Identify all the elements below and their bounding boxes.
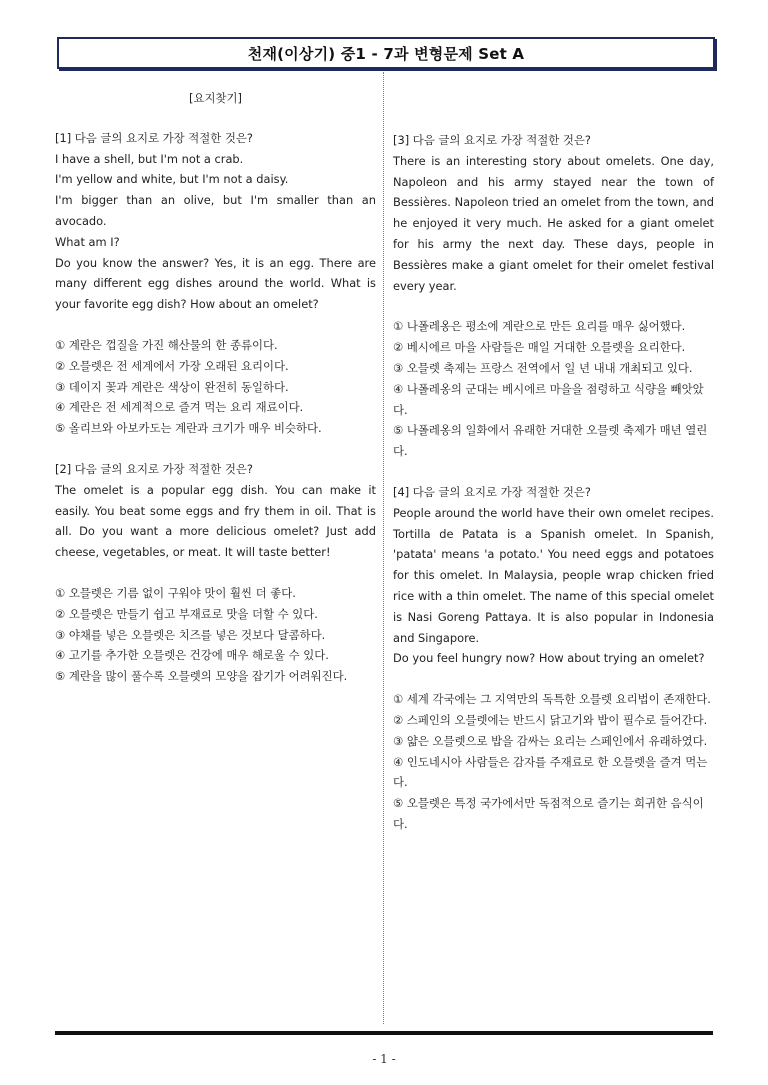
question-3-option-2[interactable]: ② 베시에르 마을 사람들은 매일 거대한 오믈렛을 요리한다. bbox=[393, 340, 686, 355]
section-title: [요지찾기] bbox=[189, 91, 242, 105]
question-4-option-2[interactable]: ② 스페인의 오믈렛에는 반드시 닭고기와 밥이 필수로 들어간다. bbox=[393, 712, 708, 727]
question-2-option-3[interactable]: ③ 야채를 넣은 오믈렛은 치즈를 넣은 것보다 달콤하다. bbox=[55, 627, 326, 642]
question-2-option-4[interactable]: ④ 고기를 추가한 오믈렛은 건강에 매우 해로울 수 있다. bbox=[55, 648, 329, 663]
page-header bbox=[57, 37, 715, 69]
question-1-option-4[interactable]: ④ 계란은 전 세계적으로 즐겨 먹는 요리 재료이다. bbox=[55, 400, 304, 415]
footer-rule bbox=[55, 1031, 713, 1035]
question-1-option-1[interactable]: ① 계란은 껍질을 가진 해산물의 한 종류이다. bbox=[55, 337, 278, 352]
question-1 bbox=[55, 128, 376, 439]
question-4-option-3[interactable]: ③ 얇은 오믈렛으로 밥을 감싸는 요리는 스페인에서 유래하였다. bbox=[393, 733, 708, 748]
question-3-title: [3] 다음 글의 요지로 가장 적절한 것은? bbox=[393, 133, 591, 147]
page-number: - 1 - bbox=[372, 1052, 396, 1066]
question-2 bbox=[55, 459, 376, 687]
question-2-title: [2] 다음 글의 요지로 가장 적절한 것은? bbox=[55, 461, 253, 476]
page-title: 천재(이상기) 중1 - 7과 변형문제 Set A bbox=[247, 44, 525, 63]
question-3-passage: There is an interesting story about omelets. One day, Napoleon and his army stayed near the town of Bessières. Napoleon tried an omelet from the town, and he enjoyed it very much. He asked for a giant omelet for his army the next day. These days, people in Bessières make a giant omelet for their omelet festival every year. bbox=[393, 153, 714, 293]
question-1-option-3[interactable]: ③ 데이지 꽃과 계란은 색상이 완전히 동일하다. bbox=[55, 379, 289, 394]
question-1-line: Do you know the answer? Yes, it is an egg. There are many different egg dishes around the world. What is your favorite egg dish? How about an omelet? bbox=[55, 255, 376, 312]
question-1-line: I'm yellow and white, but I'm not a daisy. bbox=[55, 172, 289, 187]
question-3-option-4[interactable]: ④ 나폴레옹의 군대는 베시에르 마을을 점령하고 식량을 빼앗았다. bbox=[393, 381, 704, 417]
question-4-passage-end: Do you feel hungry now? How about trying an omelet? bbox=[393, 651, 705, 666]
column-divider bbox=[383, 72, 384, 1024]
question-1-option-5[interactable]: ⑤ 올리브와 아보카도는 계란과 크기가 매우 비슷하다. bbox=[55, 421, 322, 436]
question-3 bbox=[393, 130, 714, 462]
question-4 bbox=[393, 482, 714, 835]
question-2-option-2[interactable]: ② 오믈렛은 만들기 쉽고 부재료로 맛을 더할 수 있다. bbox=[55, 606, 318, 621]
question-1-title: [1] 다음 글의 요지로 가장 적절한 것은? bbox=[55, 130, 253, 145]
left-column bbox=[55, 88, 376, 687]
question-4-title: [4] 다음 글의 요지로 가장 적절한 것은? bbox=[393, 484, 591, 499]
question-2-passage: The omelet is a popular egg dish. You can make it easily. You beat some eggs and fry them in oil. That is all. Do you want a more delicious omelet? Just add cheese, vegetables, or meat. It will taste better! bbox=[55, 482, 376, 560]
question-4-option-5[interactable]: ⑤ 오믈렛은 특정 국가에서만 독점적으로 즐기는 희귀한 음식이다. bbox=[393, 796, 704, 831]
question-3-option-5[interactable]: ⑤ 나폴레옹의 일화에서 유래한 거대한 오믈렛 축제가 매년 열린다. bbox=[393, 423, 708, 459]
question-1-option-2[interactable]: ② 오믈렛은 전 세계에서 가장 오래된 요리이다. bbox=[55, 358, 289, 373]
question-2-option-5[interactable]: ⑤ 계란을 많이 풀수록 오믈렛의 모양을 잡기가 어려워진다. bbox=[55, 669, 348, 684]
question-3-option-1[interactable]: ① 나폴레옹은 평소에 계란으로 만든 요리를 매우 싫어했다. bbox=[393, 319, 686, 334]
question-1-line: I have a shell, but I'm not a crab. bbox=[55, 151, 244, 166]
question-1-line: What am I? bbox=[55, 234, 120, 249]
right-column bbox=[393, 130, 714, 835]
question-3-option-3[interactable]: ③ 오믈렛 축제는 프랑스 전역에서 일 년 내내 개최되고 있다. bbox=[393, 360, 693, 375]
question-4-passage: People around the world have their own omelet recipes. Tortilla de Patata is a Spanish omelet. In Spanish, 'patata' means 'a potato.' You need eggs and potatoes for this omelet. In Malaysia, people wrap chicken fried rice with a thin omelet. The name of this special omelet is Nasi Goreng Pattaya. It is also popular in Indonesia and Singapore. bbox=[393, 505, 714, 645]
question-4-option-4[interactable]: ④ 인도네시아 사람들은 감자를 주재료로 한 오믈렛을 즐겨 먹는다. bbox=[393, 754, 708, 790]
question-1-line: I'm bigger than an olive, but I'm smaller than an avocado. bbox=[55, 193, 376, 228]
question-4-option-1[interactable]: ① 세계 각국에는 그 지역만의 독특한 오믈렛 요리법이 존재한다. bbox=[393, 692, 711, 707]
question-2-option-1[interactable]: ① 오믈렛은 기름 없이 구워야 맛이 훨씬 더 좋다. bbox=[55, 585, 296, 600]
